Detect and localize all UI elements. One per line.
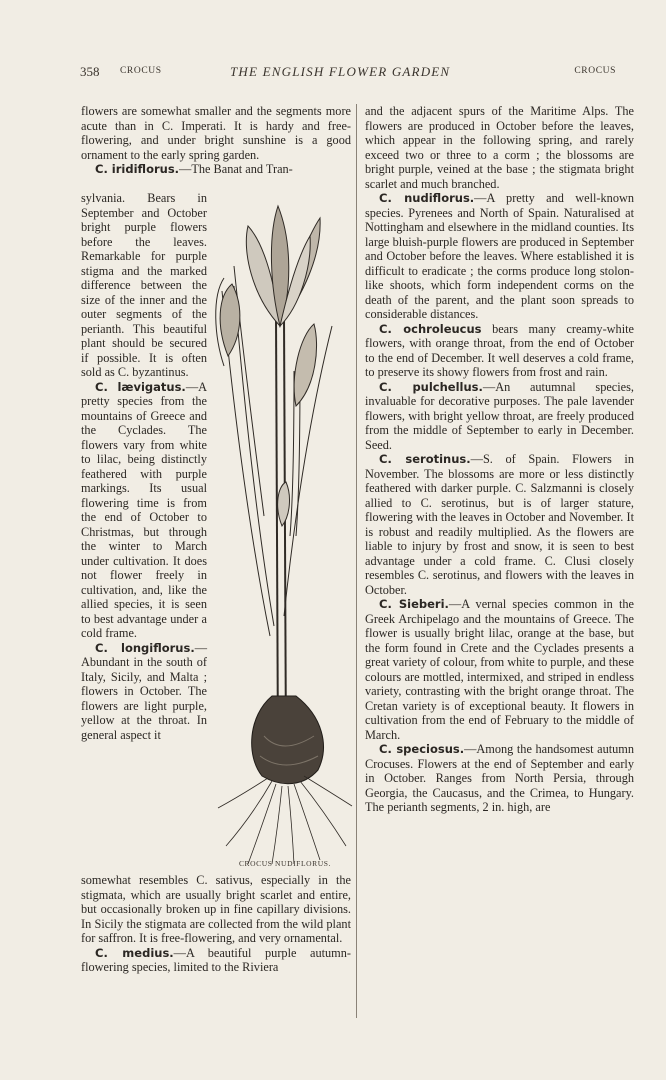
figure-caption: CROCUS NUDIFLORUS. <box>238 859 332 868</box>
paragraph <box>81 162 351 177</box>
species-text: —A pretty species from the mountains of Greece and the Cyclades. The flowers vary from white to lilac, being distinctly feathered with purple markings. Its usual flowering time is from the end of October to Christmas, but through the winter to March under cultivation. It does not flower freely in cultivation, and, like the allied species, it is seen to best advantage under a cold frame. <box>81 379 207 640</box>
paragraph: and the adjacent spurs of the Maritime Alps. The flowers are produced in October before the leaves, which appear in the following spring, and rarely exceed two or three to a corm ; the blossoms are bright purple, veined at the base ; the stigmata bright scarlet and much branched. <box>365 104 634 191</box>
paragraph <box>81 641 207 743</box>
paragraph <box>365 452 634 597</box>
left-column-narrow <box>81 191 207 742</box>
species-name: C. medius. <box>95 945 174 960</box>
species-text: —S. of Spain. Flowers in November. The blossoms are more or less distinctly feathered with darker purple. C. Salzmanni is closely allied to C. serotinus, but is of larger stature, flowering with the leaves in October and November. It is robust and readily multiplied. As the flowers are liable to injury by frost and snow, it is seen to best advantage under a cold frame. C. Clusi closely resembles C. serotinus, and flowers with the leaves in October. <box>365 452 634 597</box>
paragraph: flowers are somewhat smaller and the segments more acute than in C. Imperati. It is hardy and free-flowering, and under bright sunshine is a good ornament to the early spring garden. <box>81 104 351 162</box>
species-text: —A pretty and well-known species. Pyrenees and North of Spain. Naturalised at Nottingham and elsewhere in the midland counties. Its large bluish-purple flowers are produced in September and October before the leaves. Where established it is difficult to eradicate ; the corms produce long stolon-like shoots, which form independent corms on the death of the parent, and the plant soon spreads to considerable distances. <box>365 191 634 321</box>
paragraph <box>81 946 351 975</box>
species-name: C. serotinus. <box>379 452 471 466</box>
species-name: C. iridiflorus. <box>95 162 180 176</box>
crocus-illustration <box>212 196 354 868</box>
column-divider <box>356 104 357 1018</box>
species-name: C. ochroleucus <box>379 321 482 336</box>
paragraph <box>365 191 634 322</box>
paragraph <box>365 597 634 742</box>
species-name: C. nudiflorus. <box>379 191 475 205</box>
page-number: 358 <box>80 64 100 79</box>
right-column <box>365 104 634 815</box>
species-name: C. speciosus. <box>379 742 465 756</box>
species-text: —Among the handsomest autumn Crocuses. Flowers at the end of September and early in October. Ranges from North Persia, through Georgia, the Caucasus, and the Crimea, to Hungary. The perianth segments, 2 in. high, are <box>365 742 635 814</box>
left-column-top <box>81 104 351 177</box>
species-text: —The Banat and Tran- <box>179 162 293 176</box>
species-text: —A beautiful purple autumn-flowering species, limited to the Riviera <box>81 945 351 974</box>
species-text: —A vernal species common in the Greek Archipelago and the mountains of Greece. The flower is usually bright lilac, orange at the base, but the form found in Crete and the Cyclades presents a great variety of colour, from white to purple, and these colours are mottled, intermixed, and striped in endless variety, contrasting with the bright orange throat. The Cretan variety is of exceptional beauty. It flowers in cultivation from the end of February to the middle of March. <box>365 597 634 742</box>
crocus-engraving <box>212 196 354 868</box>
species-name: C. pulchellus. <box>379 379 483 394</box>
paragraph <box>365 322 634 380</box>
species-text: bears many creamy-white flowers, with orange throat, from the end of October to the end of December. It well deserves a cold frame, to preserve its showy flowers from frost and rain. <box>365 321 634 379</box>
paragraph <box>81 380 207 641</box>
paragraph <box>365 742 634 815</box>
paragraph: somewhat resembles C. sativus, especially in the stigmata, which are usually bright scarlet and entire, but occasionally broken up in fine capillary divisions. In Sicily the stigmata are collected from the wild plant for saffron. It is free-flowering, and very ornamental. <box>81 873 351 945</box>
species-name: C. longiflorus. <box>95 640 195 655</box>
paragraph: sylvania. Bears in September and October bright purple flowers before the leaves. Remarkable for purple stigma and the marked difference between the size of the inner and the outer segments of the perianth. This beautiful plant should be secured if possible. It is often sold as C. byzantinus. <box>81 191 207 379</box>
left-column-bottom <box>81 873 351 975</box>
running-header <box>80 64 616 84</box>
header-title: THE ENGLISH FLOWER GARDEN <box>230 64 451 79</box>
header-right-label: CROCUS <box>574 66 616 76</box>
species-name: C. lævigatus. <box>95 379 186 394</box>
paragraph <box>365 380 634 453</box>
species-text: —An autumnal species, invaluable for decorative purposes. The pale lavender flowers, with bright yellow throat, are freely produced from the middle of September to early in December. Seed. <box>365 379 634 452</box>
species-name: C. Sieberi. <box>379 597 449 611</box>
header-left-label: CROCUS <box>120 66 162 76</box>
species-text: —Abundant in the south of Italy, Sicily, and Malta ; flowers in October. The flowers are light purple, yellow at the throat. In general aspect it <box>81 640 207 742</box>
